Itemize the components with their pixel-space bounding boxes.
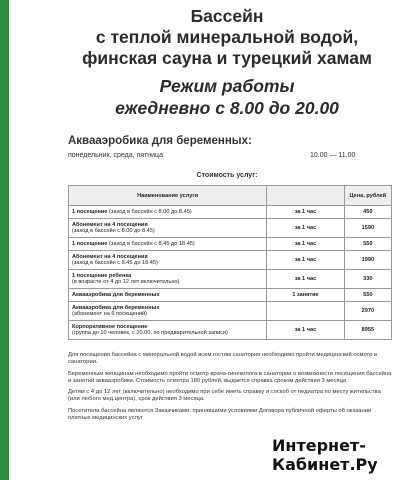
title-line-3: финская сауна и турецкий хамам bbox=[82, 48, 372, 68]
table-header-row bbox=[69, 186, 392, 206]
service-name: Абонемент на 4 посещения bbox=[72, 254, 148, 260]
service-name: Абонемент на 4 посещения bbox=[72, 222, 148, 228]
service-name: 1 посещение ребенка bbox=[72, 273, 132, 279]
note-paragraph: Детям с 4 до 12 лет (включительно) необходимо при себе иметь справку и соскоб от педиатра по месту жительства (или любого мед.центра), срок действия 3 месяца. bbox=[68, 389, 381, 403]
watermark-line-1: Интернет- bbox=[272, 436, 366, 455]
watermark-line-2: Кабинет.Ру bbox=[272, 455, 378, 474]
header-service-name: Наименование услуги bbox=[69, 186, 267, 206]
green-side-bar bbox=[0, 0, 9, 480]
service-cell bbox=[69, 219, 267, 238]
title-block bbox=[40, 6, 414, 69]
cost-title: Стоимость услуг: bbox=[196, 172, 258, 179]
header-price: Цена, рублей bbox=[344, 186, 391, 206]
price-cell: 330 bbox=[344, 270, 391, 289]
duration-cell: за 1 час bbox=[267, 219, 344, 238]
service-detail: (абонемент на 6 посещений) bbox=[72, 311, 147, 317]
service-cell bbox=[69, 251, 267, 270]
note-paragraph: Беременным женщинам необходимо пройти осмотр врача-гинеколога в санатории о возможности посещения бассейна и занятий аквааэробики. Стоимость осмотра 180 рублей, выдается справка сроком действия 3 месяца. bbox=[68, 370, 392, 384]
service-cell bbox=[69, 238, 267, 251]
table-row bbox=[69, 206, 392, 219]
service-name: 1 посещение bbox=[72, 209, 108, 215]
table-row bbox=[69, 302, 392, 321]
duration-cell: за 1 час bbox=[267, 251, 344, 270]
duration-cell: 1 занятие bbox=[267, 289, 344, 302]
title-line-1: Бассейн bbox=[190, 6, 264, 26]
service-detail: (заход в бассейн с 8.45 до 18.45) bbox=[72, 260, 158, 266]
duration-cell bbox=[267, 302, 344, 321]
service-cell bbox=[69, 321, 267, 340]
service-name: Аквааэробика для беременных bbox=[72, 292, 160, 298]
service-cell bbox=[69, 270, 267, 289]
price-cell: 550 bbox=[344, 289, 391, 302]
table-row bbox=[69, 238, 392, 251]
service-name: Аквааэробика для беременных bbox=[72, 305, 160, 311]
schedule-line-1: Режим работы bbox=[159, 76, 295, 96]
schedule-line-2: ежедневно с 8.00 до 20.00 bbox=[115, 98, 339, 118]
class-days: понедельник, среда, пятница bbox=[68, 152, 163, 159]
schedule-block bbox=[40, 75, 414, 119]
table-row bbox=[69, 289, 392, 302]
price-cell: 550 bbox=[344, 238, 391, 251]
service-name: 1 посещение bbox=[72, 241, 108, 247]
title-line-2: с теплой минеральной водой, bbox=[95, 27, 359, 47]
price-cell: 1990 bbox=[344, 251, 391, 270]
table-row bbox=[69, 219, 392, 238]
service-detail: (в возрасте от 4 до 12 лет включительно) bbox=[72, 279, 180, 285]
notes-block bbox=[68, 352, 392, 426]
class-time: 10.00 — 11.00 bbox=[310, 152, 356, 159]
section-title: Аквааэробика для беременных: bbox=[68, 135, 252, 147]
service-cell bbox=[69, 206, 267, 219]
header-duration bbox=[267, 186, 344, 206]
price-cell: 1590 bbox=[344, 219, 391, 238]
duration-cell: за 1 час bbox=[267, 206, 344, 219]
duration-cell: за 1 час bbox=[267, 321, 344, 340]
price-cell: 8955 bbox=[344, 321, 391, 340]
price-table bbox=[68, 185, 392, 340]
price-cell: 450 bbox=[344, 206, 391, 219]
note-paragraph: Посетители бассейна являются Заказчиками, принявшими условиями Договора публичной оферты об оказании платных медицинских услуг bbox=[68, 407, 372, 422]
service-detail: (заход в бассейн с 8.00 до 8.45) bbox=[108, 209, 192, 215]
table-row bbox=[69, 251, 392, 270]
service-cell bbox=[69, 289, 267, 302]
duration-cell: за 1 час bbox=[267, 270, 344, 289]
service-detail: (заход в бассейн с 8.45 до 18.45) bbox=[108, 241, 195, 247]
table-row bbox=[69, 270, 392, 289]
document-page bbox=[40, 0, 414, 480]
note-paragraph: Для посещения бассейна с минеральной водой всем гостям санатория необходимо пройти медицинский осмотр в санатории. bbox=[68, 352, 378, 366]
table-row bbox=[69, 321, 392, 340]
duration-cell: за 1 час bbox=[267, 238, 344, 251]
service-cell bbox=[69, 302, 267, 321]
site-watermark bbox=[266, 433, 414, 480]
service-detail: (группа до 10 человек, с 20.00, по предварительной записи) bbox=[72, 330, 228, 336]
service-detail: (заход в бассейн с 8.00 до 8.45) bbox=[72, 228, 155, 234]
price-cell: 2970 bbox=[344, 302, 391, 321]
service-name: Корпоративное посещение bbox=[72, 324, 148, 330]
